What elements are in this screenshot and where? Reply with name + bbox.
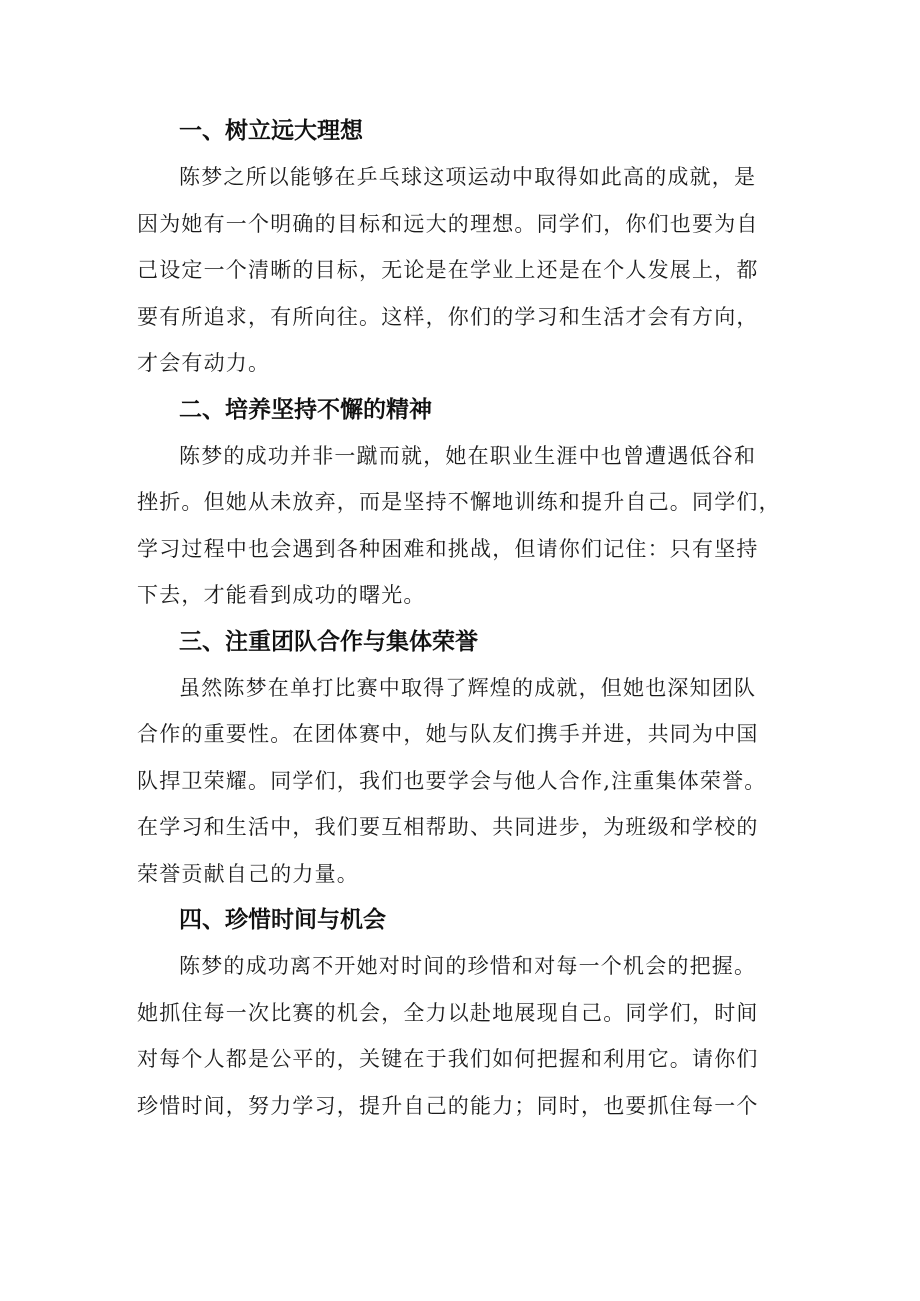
section-3 [137,619,789,898]
paragraph-line: 挫折。但她从未放弃，而是坚持不懈地训练和提升自己。同学们， [137,490,781,514]
paragraph-line: 珍惜时间，努力学习，提升自己的能力；同时，也要抓住每一个 [137,1093,759,1118]
section-paragraph [137,665,789,898]
section-heading: 二、培养坚持不懈的精神 [179,396,432,423]
document-body [137,108,789,1129]
section-2 [137,387,789,619]
paragraph-line: 陈梦之所以能够在乒乓球这项运动中取得如此高的成就，是 [179,165,757,189]
paragraph-line: 合作的重要性。在团体赛中，她与队友们携手并进，共同为中国 [137,722,759,746]
paragraph-line: 陈梦的成功并非一蹴而就，她在职业生涯中也曾遭遇低谷和 [179,443,757,468]
paragraph-line: 才会有动力。 [137,351,271,375]
paragraph-line: 虽然陈梦在单打比赛中取得了辉煌的成就，但她也深知团队 [179,675,757,700]
paragraph-line: 己设定一个清晰的目标，无论是在学业上还是在个人发展上，都 [137,258,759,282]
paragraph-line: 要有所追求，有所向往。这样，你们的学习和生活才会有方向， [137,304,759,329]
section-heading: 一、树立远大理想 [179,118,363,144]
section-paragraph [137,943,789,1129]
section-paragraph [137,154,789,387]
paragraph-line: 陈梦的成功离不开她对时间的珍惜和对每一个机会的把握。 [179,954,757,978]
section-heading: 三、注重团队合作与集体荣誉 [179,628,478,655]
paragraph-line: 队捍卫荣耀。同学们，我们也要学会与他人合作,注重集体荣誉。 [137,768,767,793]
section-4 [137,897,789,1129]
paragraph-line: 在学习和生活中，我们要互相帮助、共同进步，为班级和学校的 [137,815,759,839]
paragraph-line: 下去，才能看到成功的曙光。 [137,583,426,607]
paragraph-line: 因为她有一个明确的目标和远大的理想。同学们，你们也要为自 [137,211,759,236]
section-1 [137,108,789,387]
section-heading: 四、珍惜时间与机会 [179,907,386,933]
paragraph-line: 对每个人都是公平的，关键在于我们如何把握和利用它。请你们 [137,1047,759,1071]
section-paragraph [137,433,789,619]
paragraph-line: 她抓住每一次比赛的机会，全力以赴地展现自己。同学们，时间 [137,1000,759,1025]
paragraph-line: 荣誉贡献自己的力量。 [137,861,359,886]
paragraph-line: 学习过程中也会遇到各种困难和挑战，但请你们记住：只有坚持 [137,536,759,561]
